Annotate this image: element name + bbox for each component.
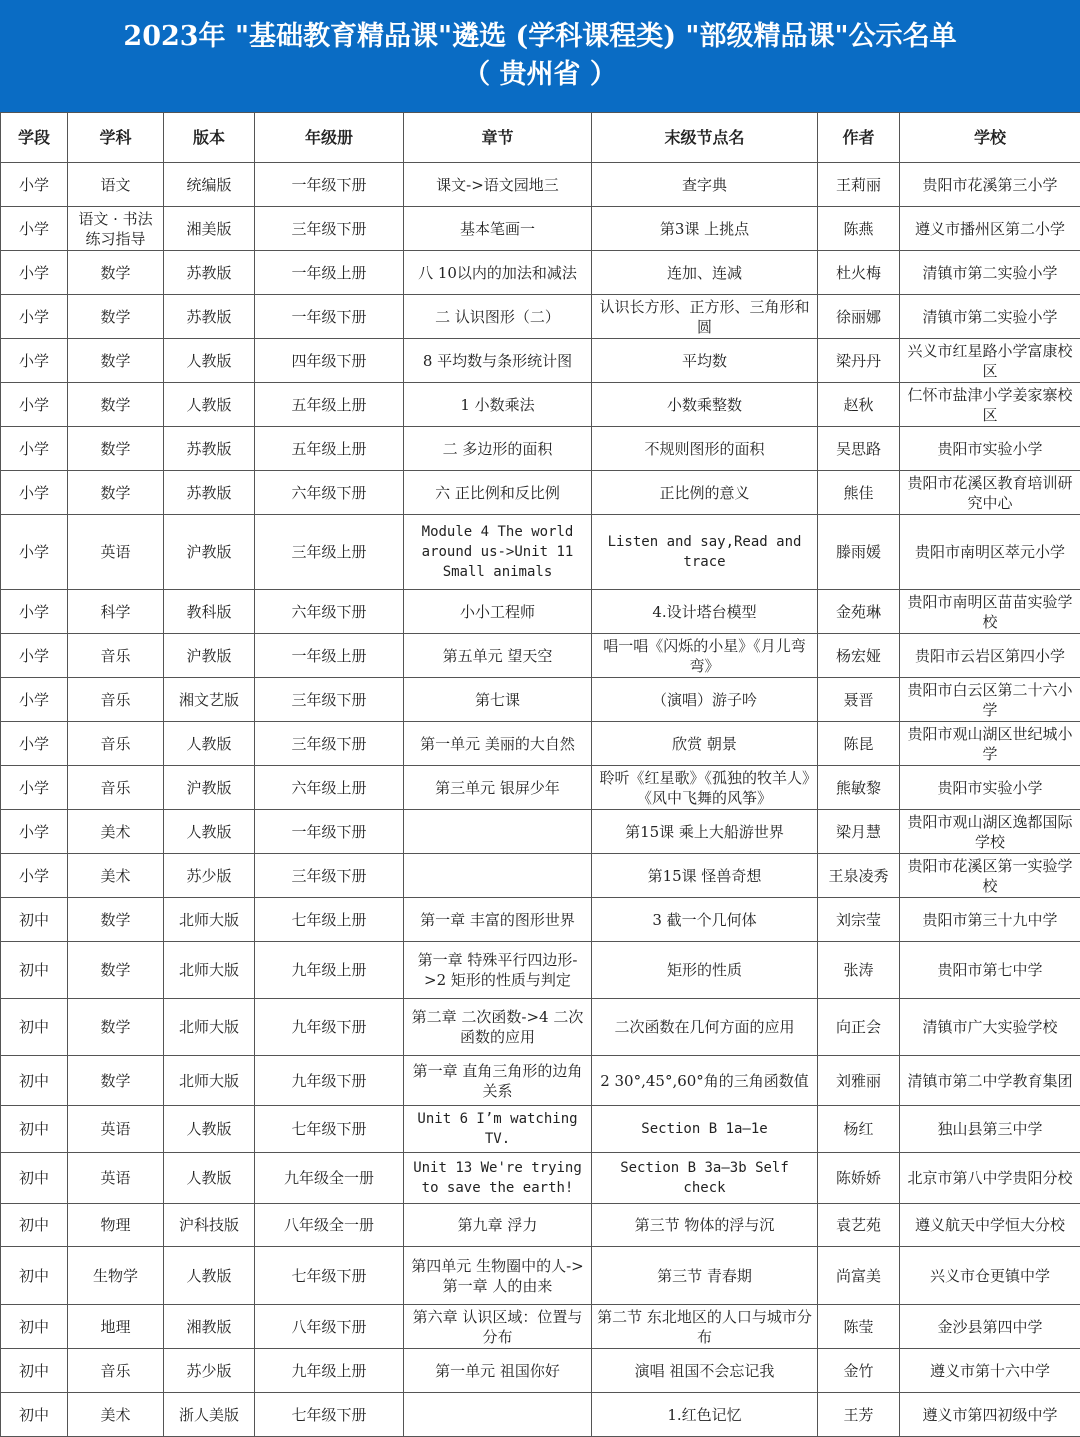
page-title: 2023年 "基础教育精品课"遴选 (学科课程类) "部级精品课"公示名单 [0, 18, 1080, 56]
table-row [1, 766, 1080, 810]
cell-lesson-node: 第15课 乘上大船游世界 [592, 810, 818, 854]
cell-subject: 生物学 [68, 1247, 164, 1305]
cell-chapter: 第九章 浮力 [404, 1204, 592, 1247]
cell-chapter [404, 810, 592, 854]
cell-stage: 小学 [1, 590, 68, 634]
cell-subject: 美术 [68, 854, 164, 898]
cell-lesson-node: Listen and say,Read and trace [592, 515, 818, 590]
cell-edition: 浙人美版 [164, 1393, 255, 1437]
cell-grade-volume: 七年级上册 [255, 898, 404, 942]
table-row [1, 678, 1080, 722]
table-row [1, 1153, 1080, 1204]
cell-school: 贵阳市花溪区第一实验学校 [900, 854, 1080, 898]
title-banner [0, 0, 1080, 112]
cell-stage: 初中 [1, 1056, 68, 1106]
cell-stage: 小学 [1, 295, 68, 339]
cell-chapter: Unit 6 I’m watching TV. [404, 1106, 592, 1153]
cell-edition: 湘美版 [164, 207, 255, 251]
cell-lesson-node: Section B 3a—3b Self check [592, 1153, 818, 1204]
cell-stage: 小学 [1, 163, 68, 207]
cell-subject: 英语 [68, 1106, 164, 1153]
cell-grade-volume: 一年级上册 [255, 251, 404, 295]
cell-author: 金竹 [818, 1349, 900, 1393]
cell-grade-volume: 七年级下册 [255, 1247, 404, 1305]
table-row [1, 1204, 1080, 1247]
cell-chapter: 第一章 直角三角形的边角关系 [404, 1056, 592, 1106]
cell-chapter: 第七课 [404, 678, 592, 722]
table-row [1, 1247, 1080, 1305]
cell-lesson-node: （演唱）游子吟 [592, 678, 818, 722]
column-header-school: 学校 [900, 113, 1080, 163]
cell-author: 梁月慧 [818, 810, 900, 854]
cell-lesson-node: 平均数 [592, 339, 818, 383]
cell-author: 陈莹 [818, 1305, 900, 1349]
cell-lesson-node: 正比例的意义 [592, 471, 818, 515]
cell-chapter: 第二章 二次函数->4 二次函数的应用 [404, 999, 592, 1056]
cell-stage: 小学 [1, 427, 68, 471]
table-row [1, 295, 1080, 339]
cell-grade-volume: 九年级上册 [255, 1349, 404, 1393]
cell-chapter [404, 854, 592, 898]
cell-author: 熊佳 [818, 471, 900, 515]
cell-lesson-node: 聆听《红星歌》《孤独的牧羊人》《风中飞舞的风筝》 [592, 766, 818, 810]
cell-edition: 苏教版 [164, 427, 255, 471]
table-row [1, 942, 1080, 999]
cell-subject: 数学 [68, 295, 164, 339]
cell-chapter: 第三单元 银屏少年 [404, 766, 592, 810]
cell-grade-volume: 六年级下册 [255, 471, 404, 515]
cell-stage: 小学 [1, 339, 68, 383]
cell-chapter: 1 小数乘法 [404, 383, 592, 427]
cell-grade-volume: 四年级下册 [255, 339, 404, 383]
cell-stage: 初中 [1, 1393, 68, 1437]
cell-author: 刘雅丽 [818, 1056, 900, 1106]
cell-author: 金苑琳 [818, 590, 900, 634]
cell-stage: 小学 [1, 634, 68, 678]
cell-edition: 人教版 [164, 383, 255, 427]
cell-stage: 小学 [1, 515, 68, 590]
page-subtitle-province: （ 贵州省 ） [0, 56, 1080, 94]
cell-author: 熊敏黎 [818, 766, 900, 810]
cell-grade-volume: 五年级上册 [255, 383, 404, 427]
cell-edition: 人教版 [164, 1106, 255, 1153]
cell-grade-volume: 八年级下册 [255, 1305, 404, 1349]
cell-school: 贵阳市白云区第二十六小学 [900, 678, 1080, 722]
cell-grade-volume: 九年级上册 [255, 942, 404, 999]
cell-subject: 英语 [68, 1153, 164, 1204]
cell-subject: 美术 [68, 810, 164, 854]
cell-chapter: 小小工程师 [404, 590, 592, 634]
cell-stage: 初中 [1, 1204, 68, 1247]
cell-chapter: 第五单元 望天空 [404, 634, 592, 678]
cell-stage: 初中 [1, 1153, 68, 1204]
cell-chapter: 第一单元 美丽的大自然 [404, 722, 592, 766]
cell-stage: 小学 [1, 854, 68, 898]
cell-stage: 初中 [1, 1106, 68, 1153]
table-row [1, 1056, 1080, 1106]
cell-school: 清镇市第二实验小学 [900, 251, 1080, 295]
cell-subject: 数学 [68, 251, 164, 295]
cell-edition: 北师大版 [164, 1056, 255, 1106]
cell-subject: 美术 [68, 1393, 164, 1437]
cell-school: 北京市第八中学贵阳分校 [900, 1153, 1080, 1204]
cell-subject: 音乐 [68, 634, 164, 678]
cell-edition: 湘文艺版 [164, 678, 255, 722]
cell-stage: 初中 [1, 1349, 68, 1393]
table-row [1, 999, 1080, 1056]
cell-lesson-node: Section B 1a—1e [592, 1106, 818, 1153]
cell-author: 刘宗莹 [818, 898, 900, 942]
cell-chapter: 第一章 丰富的图形世界 [404, 898, 592, 942]
cell-edition: 沪教版 [164, 634, 255, 678]
cell-lesson-node: 唱一唱《闪烁的小星》《月儿弯弯》 [592, 634, 818, 678]
column-header-chapter: 章节 [404, 113, 592, 163]
cell-school: 遵义市第四初级中学 [900, 1393, 1080, 1437]
cell-stage: 小学 [1, 251, 68, 295]
cell-grade-volume: 七年级下册 [255, 1106, 404, 1153]
cell-author: 杨宏娅 [818, 634, 900, 678]
cell-chapter: 8 平均数与条形统计图 [404, 339, 592, 383]
cell-school: 遵义航天中学恒大分校 [900, 1204, 1080, 1247]
cell-edition: 人教版 [164, 1247, 255, 1305]
table-row [1, 471, 1080, 515]
cell-lesson-node: 演唱 祖国不会忘记我 [592, 1349, 818, 1393]
cell-edition: 苏教版 [164, 471, 255, 515]
cell-grade-volume: 三年级下册 [255, 854, 404, 898]
cell-grade-volume: 三年级下册 [255, 207, 404, 251]
cell-edition: 苏少版 [164, 1349, 255, 1393]
cell-grade-volume: 九年级下册 [255, 1056, 404, 1106]
cell-lesson-node: 3 截一个几何体 [592, 898, 818, 942]
cell-subject: 数学 [68, 999, 164, 1056]
cell-lesson-node: 4.设计塔台模型 [592, 590, 818, 634]
cell-author: 袁艺苑 [818, 1204, 900, 1247]
cell-subject: 音乐 [68, 766, 164, 810]
cell-school: 清镇市广大实验学校 [900, 999, 1080, 1056]
table-row [1, 898, 1080, 942]
table-row [1, 251, 1080, 295]
table-row [1, 1349, 1080, 1393]
table-row [1, 854, 1080, 898]
cell-chapter: 基本笔画一 [404, 207, 592, 251]
cell-author: 陈娇娇 [818, 1153, 900, 1204]
cell-stage: 小学 [1, 766, 68, 810]
cell-lesson-node: 第三节 青春期 [592, 1247, 818, 1305]
table-row [1, 383, 1080, 427]
table-row [1, 427, 1080, 471]
cell-author: 陈昆 [818, 722, 900, 766]
cell-edition: 苏少版 [164, 854, 255, 898]
cell-chapter: 第六章 认识区域：位置与分布 [404, 1305, 592, 1349]
table-row [1, 810, 1080, 854]
cell-edition: 教科版 [164, 590, 255, 634]
cell-author: 徐丽娜 [818, 295, 900, 339]
table-row [1, 339, 1080, 383]
cell-subject: 数学 [68, 339, 164, 383]
cell-edition: 北师大版 [164, 942, 255, 999]
cell-edition: 人教版 [164, 339, 255, 383]
cell-grade-volume: 九年级全一册 [255, 1153, 404, 1204]
cell-school: 贵阳市第七中学 [900, 942, 1080, 999]
cell-lesson-node: 矩形的性质 [592, 942, 818, 999]
cell-edition: 苏教版 [164, 295, 255, 339]
cell-school: 清镇市第二中学教育集团 [900, 1056, 1080, 1106]
cell-stage: 初中 [1, 898, 68, 942]
cell-chapter: 二 认识图形（二） [404, 295, 592, 339]
cell-subject: 英语 [68, 515, 164, 590]
cell-stage: 初中 [1, 1305, 68, 1349]
cell-author: 聂晋 [818, 678, 900, 722]
cell-grade-volume: 一年级下册 [255, 295, 404, 339]
cell-lesson-node: 小数乘整数 [592, 383, 818, 427]
cell-school: 贵阳市云岩区第四小学 [900, 634, 1080, 678]
cell-author: 王泉凌秀 [818, 854, 900, 898]
cell-grade-volume: 九年级下册 [255, 999, 404, 1056]
column-header-subject: 学科 [68, 113, 164, 163]
cell-author: 杜火梅 [818, 251, 900, 295]
cell-school: 贵阳市南明区苗苗实验学校 [900, 590, 1080, 634]
cell-stage: 小学 [1, 678, 68, 722]
cell-edition: 沪教版 [164, 766, 255, 810]
cell-school: 贵阳市实验小学 [900, 766, 1080, 810]
cell-school: 遵义市播州区第二小学 [900, 207, 1080, 251]
column-header-stage: 学段 [1, 113, 68, 163]
cell-stage: 初中 [1, 942, 68, 999]
cell-subject: 地理 [68, 1305, 164, 1349]
cell-school: 遵义市第十六中学 [900, 1349, 1080, 1393]
cell-school: 贵阳市观山湖区世纪城小学 [900, 722, 1080, 766]
cell-subject: 数学 [68, 383, 164, 427]
cell-lesson-node: 欣赏 朝景 [592, 722, 818, 766]
cell-lesson-node: 查字典 [592, 163, 818, 207]
table-row [1, 207, 1080, 251]
cell-subject: 数学 [68, 1056, 164, 1106]
cell-subject: 数学 [68, 942, 164, 999]
cell-author: 赵秋 [818, 383, 900, 427]
cell-school: 贵阳市第三十九中学 [900, 898, 1080, 942]
cell-chapter: 课文->语文园地三 [404, 163, 592, 207]
cell-edition: 沪教版 [164, 515, 255, 590]
cell-edition: 北师大版 [164, 898, 255, 942]
cell-author: 张涛 [818, 942, 900, 999]
cell-subject: 数学 [68, 898, 164, 942]
cell-subject: 数学 [68, 427, 164, 471]
cell-chapter: Unit 13 We're trying to save the earth! [404, 1153, 592, 1204]
cell-chapter: 六 正比例和反比例 [404, 471, 592, 515]
cell-school: 贵阳市花溪第三小学 [900, 163, 1080, 207]
table-row [1, 722, 1080, 766]
cell-edition: 人教版 [164, 810, 255, 854]
table-row [1, 1393, 1080, 1437]
column-header-edition: 版本 [164, 113, 255, 163]
cell-grade-volume: 五年级上册 [255, 427, 404, 471]
cell-chapter [404, 1393, 592, 1437]
cell-grade-volume: 八年级全一册 [255, 1204, 404, 1247]
cell-chapter: 第一章 特殊平行四边形->2 矩形的性质与判定 [404, 942, 592, 999]
cell-subject: 音乐 [68, 722, 164, 766]
cell-school: 贵阳市南明区萃元小学 [900, 515, 1080, 590]
table-row [1, 590, 1080, 634]
cell-school: 贵阳市花溪区教育培训研究中心 [900, 471, 1080, 515]
table-row [1, 1305, 1080, 1349]
course-list-table [0, 112, 1080, 1437]
cell-chapter: Module 4 The world around us->Unit 11 Small animals [404, 515, 592, 590]
cell-lesson-node: 1.红色记忆 [592, 1393, 818, 1437]
cell-edition: 统编版 [164, 163, 255, 207]
cell-stage: 小学 [1, 810, 68, 854]
cell-stage: 初中 [1, 1247, 68, 1305]
cell-author: 梁丹丹 [818, 339, 900, 383]
cell-lesson-node: 认识长方形、正方形、三角形和圆 [592, 295, 818, 339]
column-header-author: 作者 [818, 113, 900, 163]
cell-school: 清镇市第二实验小学 [900, 295, 1080, 339]
column-header-grade-volume: 年级册 [255, 113, 404, 163]
cell-grade-volume: 三年级下册 [255, 678, 404, 722]
table-row [1, 163, 1080, 207]
cell-author: 向正会 [818, 999, 900, 1056]
cell-subject: 数学 [68, 471, 164, 515]
cell-edition: 人教版 [164, 722, 255, 766]
cell-grade-volume: 一年级下册 [255, 810, 404, 854]
cell-lesson-node: 连加、连减 [592, 251, 818, 295]
cell-chapter: 八 10以内的加法和减法 [404, 251, 592, 295]
table-row [1, 515, 1080, 590]
cell-school: 贵阳市观山湖区逸都国际学校 [900, 810, 1080, 854]
cell-author: 杨红 [818, 1106, 900, 1153]
table-body [1, 163, 1080, 1437]
cell-school: 仁怀市盐津小学姜家寨校区 [900, 383, 1080, 427]
cell-edition: 人教版 [164, 1153, 255, 1204]
cell-edition: 北师大版 [164, 999, 255, 1056]
cell-author: 陈燕 [818, 207, 900, 251]
cell-edition: 苏教版 [164, 251, 255, 295]
table-header-row [1, 113, 1080, 163]
cell-school: 贵阳市实验小学 [900, 427, 1080, 471]
cell-grade-volume: 六年级上册 [255, 766, 404, 810]
cell-author: 王莉丽 [818, 163, 900, 207]
cell-stage: 小学 [1, 383, 68, 427]
cell-subject: 语文 · 书法练习指导 [68, 207, 164, 251]
cell-grade-volume: 一年级下册 [255, 163, 404, 207]
cell-lesson-node: 第三节 物体的浮与沉 [592, 1204, 818, 1247]
cell-subject: 科学 [68, 590, 164, 634]
cell-school: 金沙县第四中学 [900, 1305, 1080, 1349]
cell-school: 兴义市仓更镇中学 [900, 1247, 1080, 1305]
cell-grade-volume: 三年级上册 [255, 515, 404, 590]
cell-stage: 小学 [1, 722, 68, 766]
cell-edition: 沪科技版 [164, 1204, 255, 1247]
cell-subject: 语文 [68, 163, 164, 207]
table-row [1, 1106, 1080, 1153]
cell-lesson-node: 二次函数在几何方面的应用 [592, 999, 818, 1056]
cell-school: 兴义市红星路小学富康校区 [900, 339, 1080, 383]
table-row [1, 634, 1080, 678]
cell-author: 吴思路 [818, 427, 900, 471]
cell-author: 王芳 [818, 1393, 900, 1437]
cell-subject: 音乐 [68, 678, 164, 722]
cell-lesson-node: 2 30°,45°,60°角的三角函数值 [592, 1056, 818, 1106]
column-header-lesson-node: 末级节点名 [592, 113, 818, 163]
cell-grade-volume: 七年级下册 [255, 1393, 404, 1437]
cell-stage: 初中 [1, 999, 68, 1056]
cell-stage: 小学 [1, 471, 68, 515]
cell-author: 尚富美 [818, 1247, 900, 1305]
cell-school: 独山县第三中学 [900, 1106, 1080, 1153]
cell-lesson-node: 第15课 怪兽奇想 [592, 854, 818, 898]
cell-lesson-node: 第二节 东北地区的人口与城市分布 [592, 1305, 818, 1349]
cell-grade-volume: 六年级下册 [255, 590, 404, 634]
cell-chapter: 二 多边形的面积 [404, 427, 592, 471]
cell-subject: 音乐 [68, 1349, 164, 1393]
cell-author: 滕雨媛 [818, 515, 900, 590]
cell-chapter: 第四单元 生物圈中的人->第一章 人的由来 [404, 1247, 592, 1305]
cell-chapter: 第一单元 祖国你好 [404, 1349, 592, 1393]
cell-subject: 物理 [68, 1204, 164, 1247]
cell-lesson-node: 不规则图形的面积 [592, 427, 818, 471]
cell-grade-volume: 一年级上册 [255, 634, 404, 678]
cell-edition: 湘教版 [164, 1305, 255, 1349]
cell-stage: 小学 [1, 207, 68, 251]
cell-grade-volume: 三年级下册 [255, 722, 404, 766]
cell-lesson-node: 第3课 上挑点 [592, 207, 818, 251]
